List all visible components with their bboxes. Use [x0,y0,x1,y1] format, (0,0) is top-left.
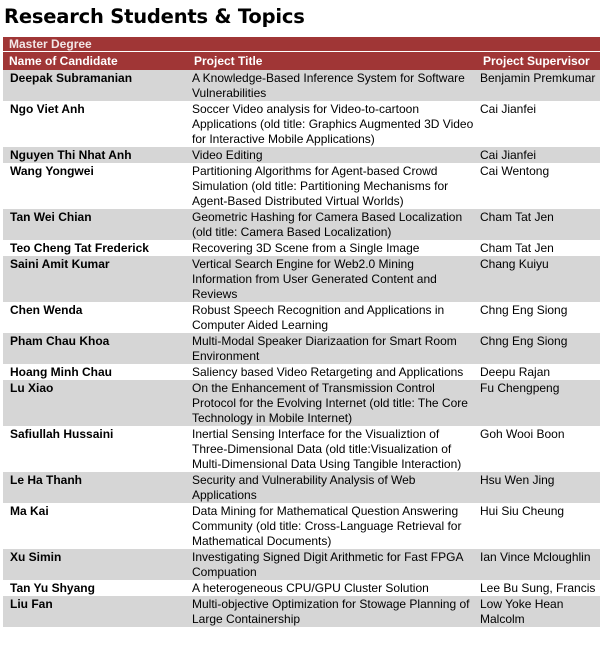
project-title: A heterogeneous CPU/GPU Cluster Solution [188,580,477,596]
table-row [3,426,600,472]
table-row [3,256,600,302]
table-row [3,147,600,163]
table-row [3,364,600,380]
header-candidate: Name of Candidate [3,52,188,71]
candidate-name: Tan Yu Shyang [3,580,188,596]
header-supervisor: Project Supervisor [477,52,600,71]
table-row [3,163,600,209]
project-title: A Knowledge-Based Inference System for Software Vulnerabilities [188,70,477,101]
candidate-name: Pham Chau Khoa [3,333,188,364]
table-row [3,333,600,364]
project-title: Saliency based Video Retargeting and Applications [188,364,477,380]
project-title: Geometric Hashing for Camera Based Localization (old title: Camera Based Localization) [188,209,477,240]
project-supervisor: Hsu Wen Jing [477,472,600,503]
candidate-name: Le Ha Thanh [3,472,188,503]
project-supervisor: Fu Chengpeng [477,380,600,426]
students-table [3,37,600,627]
candidate-name: Lu Xiao [3,380,188,426]
project-supervisor: Ian Vince Mcloughlin [477,549,600,580]
degree-section-header [3,37,600,52]
project-title: Soccer Video analysis for Video-to-cartoon Applications (old title: Graphics Augmented 3D Video for Interactive Mobile Applications) [188,101,477,147]
project-title: Robust Speech Recognition and Applications in Computer Aided Learning [188,302,477,333]
students-table-container [3,37,600,627]
project-supervisor: Lee Bu Sung, Francis [477,580,600,596]
project-title: Security and Vulnerability Analysis of Web Applications [188,472,477,503]
project-title: Multi-Modal Speaker Diarizaation for Smart Room Environment [188,333,477,364]
header-project-title: Project Title [188,52,477,71]
candidate-name: Deepak Subramanian [3,70,188,101]
candidate-name: Safiullah Hussaini [3,426,188,472]
project-supervisor: Chng Eng Siong [477,302,600,333]
project-title: Partitioning Algorithms for Agent-based Crowd Simulation (old title: Partitioning Mechanisms for Agent-Based Distributed Virtual Worlds) [188,163,477,209]
table-row [3,549,600,580]
table-row [3,596,600,627]
table-row [3,580,600,596]
table-row [3,70,600,101]
project-supervisor: Deepu Rajan [477,364,600,380]
project-title: Vertical Search Engine for Web2.0 Mining Information from User Generated Content and Reviews [188,256,477,302]
table-row [3,240,600,256]
degree-label: Master Degree [3,37,600,52]
table-row [3,209,600,240]
project-supervisor: Cai Jianfei [477,147,600,163]
candidate-name: Saini Amit Kumar [3,256,188,302]
project-title: Video Editing [188,147,477,163]
table-header-row [3,52,600,71]
project-supervisor: Cai Wentong [477,163,600,209]
project-supervisor: Benjamin Premkumar [477,70,600,101]
table-row [3,101,600,147]
candidate-name: Xu Simin [3,549,188,580]
project-supervisor: Hui Siu Cheung [477,503,600,549]
candidate-name: Nguyen Thi Nhat Anh [3,147,188,163]
candidate-name: Teo Cheng Tat Frederick [3,240,188,256]
project-supervisor: Cham Tat Jen [477,209,600,240]
project-supervisor: Cai Jianfei [477,101,600,147]
project-title: Multi-objective Optimization for Stowage Planning of Large Containership [188,596,477,627]
table-row [3,380,600,426]
candidate-name: Hoang Minh Chau [3,364,188,380]
project-supervisor: Low Yoke Hean Malcolm [477,596,600,627]
candidate-name: Tan Wei Chian [3,209,188,240]
candidate-name: Liu Fan [3,596,188,627]
project-supervisor: Goh Wooi Boon [477,426,600,472]
table-row [3,472,600,503]
project-title: On the Enhancement of Transmission Control Protocol for the Evolving Internet (old title: The Core Technology in Mobile Internet) [188,380,477,426]
project-title: Inertial Sensing Interface for the Visualiztion of Three-Dimensional Data (old title:Visualization of Multi-Dimensional Data Using Tangible Interaction) [188,426,477,472]
project-title: Recovering 3D Scene from a Single Image [188,240,477,256]
candidate-name: Wang Yongwei [3,163,188,209]
project-supervisor: Cham Tat Jen [477,240,600,256]
page-title: Research Students & Topics [4,5,305,28]
project-supervisor: Chng Eng Siong [477,333,600,364]
project-supervisor: Chang Kuiyu [477,256,600,302]
project-title: Investigating Signed Digit Arithmetic for Fast FPGA Compuation [188,549,477,580]
candidate-name: Ngo Viet Anh [3,101,188,147]
table-row [3,503,600,549]
table-row [3,302,600,333]
candidate-name: Ma Kai [3,503,188,549]
project-title: Data Mining for Mathematical Question Answering Community (old title: Cross-Language Retrieval for Mathematical Documents) [188,503,477,549]
candidate-name: Chen Wenda [3,302,188,333]
